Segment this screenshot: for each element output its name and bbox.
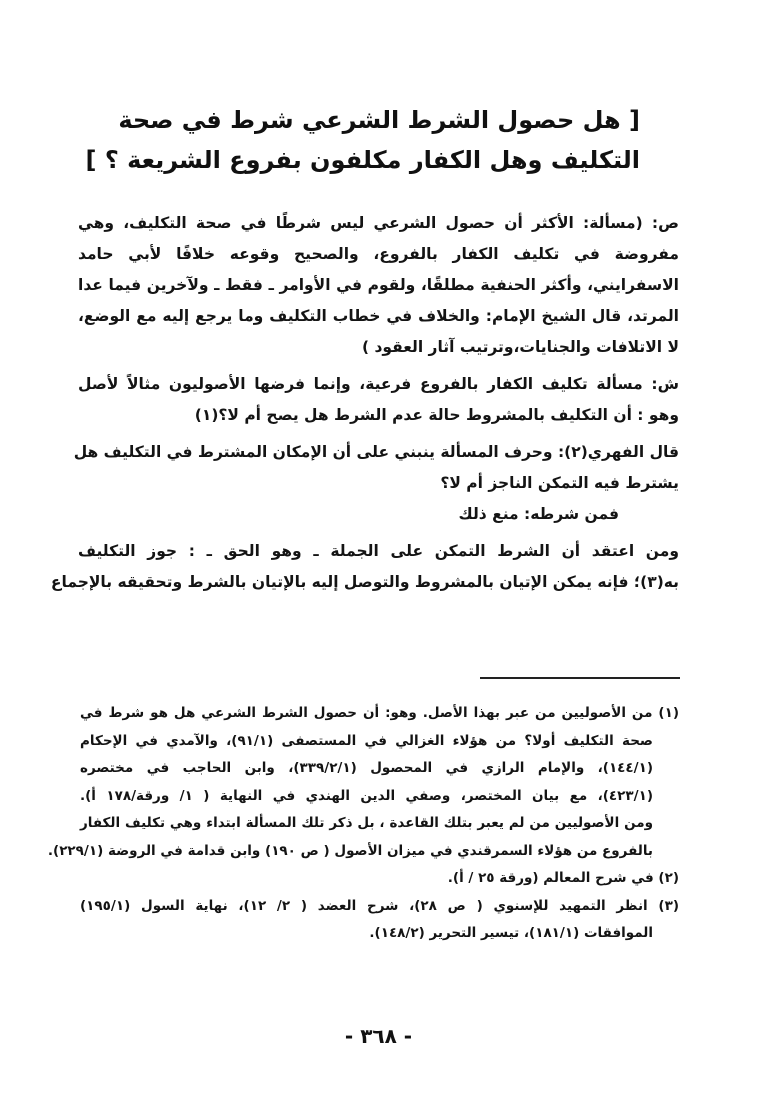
body-line: ش: مسألة تكليف الكفار بالفروع فرعية، وإنما فرضها الأصوليون مثالاً لأصل — [78, 375, 679, 393]
body-line: قال الفهري(٢): وحرف المسألة ينبني على أن الإمكان المشترط في التكليف هل — [73, 443, 679, 461]
body-line: ص: (مسألة: الأكثر أن حصول الشرعي ليس شرطًا في صحة التكليف، وهي — [78, 214, 679, 232]
body-line: لا الاتلافات والجنايات،وترتيب آثار العقود ) — [361, 338, 679, 356]
footnote-line: بالفروع من هؤلاء السمرقندي في ميزان الأصول ( ص ١٩٠) وابن قدامة في الروضة (٢٢٩/١). — [47, 842, 653, 859]
footnote-line: (١٤٤/١)، والإمام الرازي في المحصول (٣٣٩/٢/١)، وابن الحاجب في مختصره — [80, 760, 653, 776]
body-line: وهو : أن التكليف بالمشروط حالة عدم الشرط هل يصح أم لا؟(١) — [194, 406, 679, 424]
footnote-line: الموافقات (١٨١/١)، تيسير التحرير (١٤٨/٢). — [369, 925, 653, 941]
footnote-separator — [480, 677, 680, 679]
footnote-line: (٤٢٣/١)، مع بيان المختصر، وصفي الدين الهندي في النهاية ( ١/ ورقة/١٧٨ أ). — [80, 787, 653, 804]
body-line: مفروضة في تكليف الكفار بالفروع، والصحيح وقوعه خلافًا لأبي حامد — [78, 245, 679, 263]
body-line: يشترط فيه التمكن الناجز أم لا؟ — [440, 474, 679, 492]
footnotes — [47, 700, 679, 948]
body-line: به(٣)؛ فإنه يمكن الإتيان بالمشروط والتوصل إليه بالإتيان بالشرط وتحقيقه بالإجماع — [50, 573, 679, 591]
title-line-1: [ هل حصول الشرط الشرعي شرط في صحة — [118, 106, 640, 134]
page-number: - ٣٦٨ - — [344, 1024, 413, 1048]
footnote-line: (٢) في شرح المعالم (ورقة ٢٥ / أ). — [447, 870, 679, 886]
footnote-line: (١) من الأصوليين من عبر بهذا الأصل. وهو: أن حصول الشرط الشرعي هل هو شرط في — [80, 705, 679, 721]
footnote-line: ومن الأصوليين من لم يعبر بتلك القاعدة ، بل ذكر تلك المسألة ابتداء وهي تكليف الكفار — [80, 815, 653, 831]
body-line: الاسفرايني، وأكثر الحنفية مطلقًا، ولقوم في الأوامر ـ فقط ـ ولآخرين فيما عدا — [78, 276, 679, 294]
title-line-2: التكليف وهل الكفار مكلفون بفروع الشريعة ؟ ] — [85, 146, 640, 174]
body-line: المرتد، قال الشيخ الإمام: والخلاف في خطاب التكليف وما يرجع إليه مع الوضع، — [78, 307, 679, 325]
main-text — [50, 208, 679, 598]
footnote-line: صحة التكليف أولا؟ من هؤلاء الغزالي في المستصفى (٩١/١)، والآمدي في الإحكام — [80, 732, 653, 749]
section-title — [85, 100, 640, 180]
footnote-line: (٣) انظر التمهيد للإسنوي ( ص ٢٨)، شرح العضد ( ٢/ ١٢)، نهاية السول (١٩٥/١) — [80, 897, 679, 914]
body-line: فمن شرطه: منع ذلك — [458, 505, 619, 523]
body-line: ومن اعتقد أن الشرط التمكن على الجملة ـ وهو الحق ـ : جوز التكليف — [78, 542, 679, 560]
